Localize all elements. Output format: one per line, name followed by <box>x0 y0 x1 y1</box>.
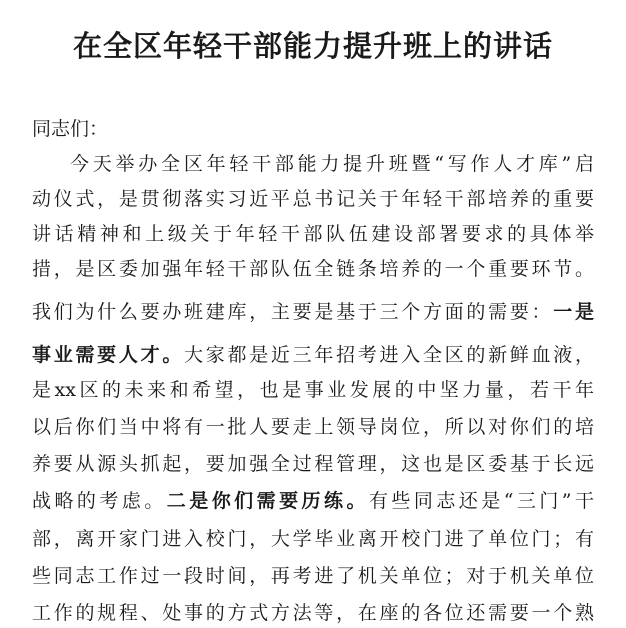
paragraph-line: 些同志工作过一段时间，再考进了机关单位；对于机关单位 <box>32 565 594 587</box>
paragraph-line <box>32 340 594 370</box>
paragraph-line: 工作的规程、处事的方式方法等，在座的各位还需要一个熟 <box>32 602 594 624</box>
text-span: 战略的考虑。 <box>32 490 167 512</box>
paragraph-line <box>32 297 594 327</box>
text-span: 大家都是近三年招考进入全区的新鲜血液， <box>184 344 594 366</box>
paragraph-line: 是xx区的未来和希望，也是事业发展的中坚力量，若干年 <box>32 379 594 401</box>
salutation: 同志们： <box>32 118 109 140</box>
text-span: 有些同志还是“三门”干 <box>368 490 594 512</box>
paragraph-line: 讲话精神和上级关于年轻干部队伍建设部署要求的具体举 <box>32 223 594 245</box>
paragraph-line: 部，离开家门进入校门，大学毕业离开校门进了单位门；有 <box>32 528 594 550</box>
paragraph-line: 措，是区委加强年轻干部队伍全链条培养的一个重要环节。 <box>32 258 594 280</box>
paragraph-line: 动仪式，是贯彻落实习近平总书记关于年轻干部培养的重要 <box>32 188 594 210</box>
paragraph-line: 以后你们当中将有一批人要走上领导岗位，所以对你们的培 <box>32 416 594 438</box>
document-title: 在全区年轻干部能力提升班上的讲话 <box>72 29 553 63</box>
bold-phrase: 二是你们需要历练。 <box>166 490 369 512</box>
bold-phrase: 事业需要人才。 <box>32 344 185 366</box>
paragraph-line <box>32 486 594 516</box>
text-span: 我们为什么要办班建库，主要是基于三个方面的需要： <box>32 301 554 323</box>
paragraph-line: 养要从源头抓起，要加强全过程管理，这也是区委基于长远 <box>32 453 594 475</box>
bold-phrase: 一是 <box>553 301 594 323</box>
paragraph-line: 今天举办全区年轻干部能力提升班暨“写作人才库”启 <box>70 153 594 175</box>
